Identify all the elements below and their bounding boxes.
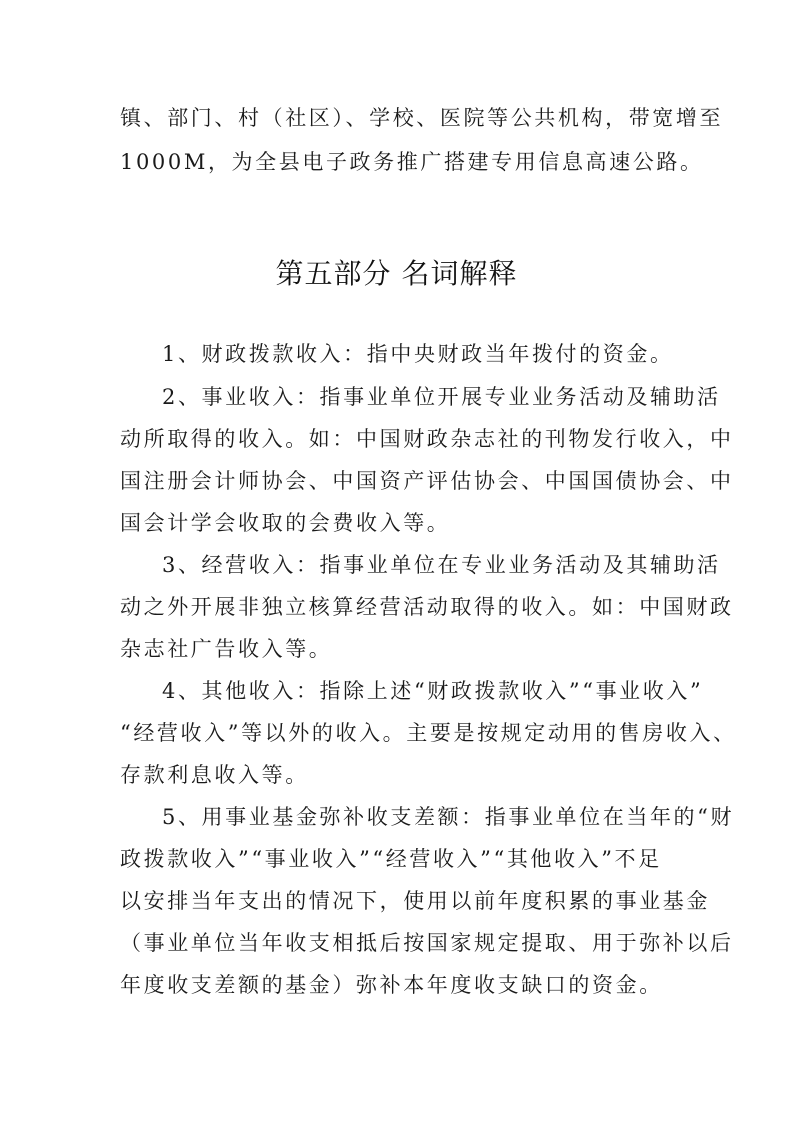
item-2-line-1: 2、事业收入：指事业单位开展专业业务活动及辅助活 — [162, 385, 721, 409]
item-3-line-3: 杂志社广告收入等。 — [120, 637, 333, 661]
section-title: 第五部分 名词解释 — [275, 257, 518, 290]
item-4-line-2: “经营收入”等以外的收入。主要是按规定动用的售房收入、 — [120, 721, 737, 745]
item-1-line-1: 1、财政拨款收入：指中央财政当年拨付的资金。 — [162, 342, 674, 366]
item-5-line-1: 5、用事业基金弥补收支差额：指事业单位在当年的“财 — [162, 805, 735, 829]
item-4-line-3: 存款利息收入等。 — [120, 763, 309, 787]
item-5-line-3: 以安排当年支出的情况下，使用以前年度积累的事业基金 — [120, 889, 710, 913]
item-2-line-4: 国会计学会收取的会费收入等。 — [120, 511, 451, 535]
item-4-line-1: 4、其他收入：指除上述“财政拨款收入”“事业收入” — [162, 679, 704, 703]
item-2-line-2: 动所取得的收入。如：中国财政杂志社的刊物发行收入，中 — [120, 427, 734, 451]
item-5-line-2: 政拨款收入”“事业收入”“经营收入”“其他收入”不足 — [120, 847, 662, 871]
intro-line-2: 1000M，为全县电子政务推广搭建专用信息高速公路。 — [120, 150, 704, 174]
item-5-line-5: 年度收支差额的基金）弥补本年度收支缺口的资金。 — [120, 973, 663, 997]
item-3-line-1: 3、经营收入：指事业单位在专业业务活动及其辅助活 — [162, 553, 721, 577]
item-5-line-4: （事业单位当年收支相抵后按国家规定提取、用于弥补以后 — [120, 931, 734, 955]
item-2-line-3: 国注册会计师协会、中国资产评估协会、中国国债协会、中 — [120, 469, 734, 493]
intro-line-1: 镇、部门、村（社区）、学校、医院等公共机构，带宽增至 — [120, 106, 724, 130]
item-3-line-2: 动之外开展非独立核算经营活动取得的收入。如：中国财政 — [120, 595, 734, 619]
